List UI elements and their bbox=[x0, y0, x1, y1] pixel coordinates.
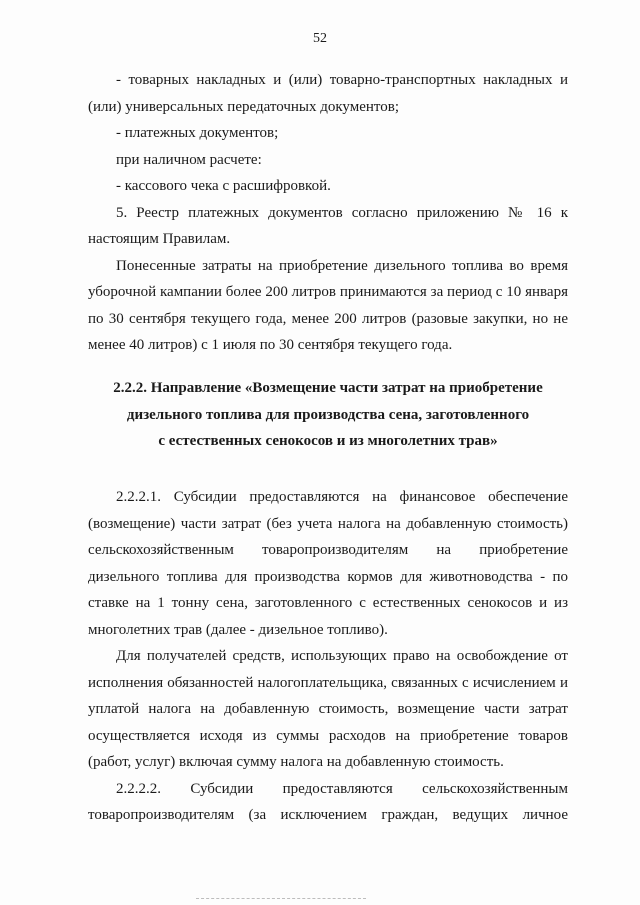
paragraph: Понесенные затраты на приобретение дизельного топлива во время уборочной кампании более 200 литров принимаются за период с 10 января по 30 сентября текущего года, менее 200 литров (разовые закупки, но не менее 40 литров) с 1 июля по 30 сентября текущего года. bbox=[88, 257, 568, 353]
paragraph: - платежных документов; bbox=[116, 125, 279, 141]
paragraph: - кассового чека с расшифровкой. bbox=[116, 178, 331, 194]
paragraph: - товарных накладных и (или) товарно-транспортных накладных и (или) универсальных передаточных документов; bbox=[88, 72, 568, 115]
paragraph: Для получателей средств, использующих право на освобождение от исполнения обязанностей налогоплательщика, связанных с исчислением и уплатой налога на добавленную стоимость, возмещение части затрат осуществляется исходя из суммы расходов на приобретение товаров (работ, услуг) включая сумму налога на добавленную стоимость. bbox=[88, 648, 568, 770]
text-block-documents bbox=[88, 67, 568, 359]
heading-line: с естественных сенокосов и из многолетних трав» bbox=[158, 433, 498, 449]
paragraph: 5. Реестр платежных документов согласно приложению № 16 к настоящим Правилам. bbox=[88, 204, 568, 247]
heading-line: 2.2.2. Направление «Возмещение части затрат на приобретение bbox=[113, 380, 543, 396]
paragraph: 2.2.2.1. Субсидии предоставляются на финансовое обеспечение (возмещение) части затрат (без учета налога на добавленную стоимость) сельскохозяйственным товаропроизводителям на приобретение дизельного топлива для производства кормов для животноводства - по ставке на 1 тонну сена, заготовленного с естественных сенокосов и из многолетних трав (далее - дизельное топливо). bbox=[88, 489, 568, 638]
section-heading bbox=[88, 375, 568, 455]
heading-line: дизельного топлива для производства сена, заготовленного bbox=[126, 406, 530, 423]
text-block-section-body bbox=[88, 484, 568, 829]
scan-artifact-line bbox=[196, 898, 366, 900]
paragraph: при наличном расчете: bbox=[116, 151, 262, 168]
page-number: 52 bbox=[313, 31, 327, 46]
paragraph: 2.2.2.2. Субсидии предоставляются сельскохозяйственным товаропроизводителям (за исключением граждан, ведущих личное bbox=[88, 780, 568, 823]
